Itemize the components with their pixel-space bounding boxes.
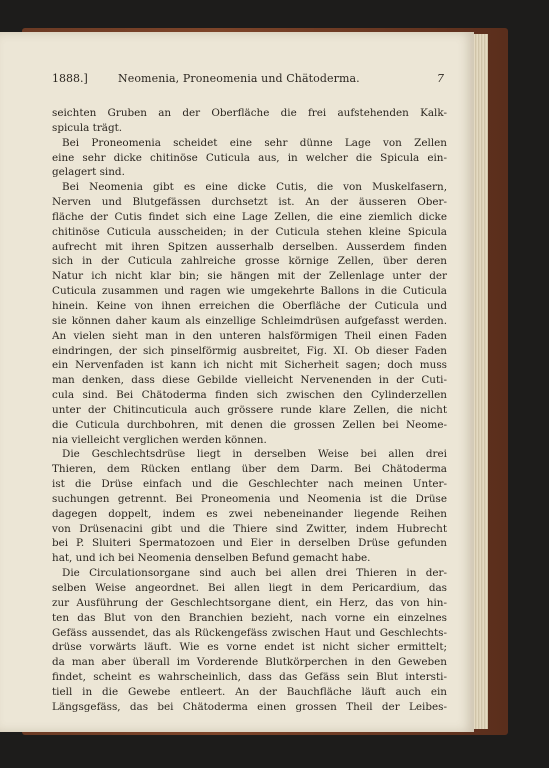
text-line: Nerven und Blutgefässen durchsetzt ist. An der äusseren Ober-: [52, 196, 447, 209]
text-line: nia vielleicht verglichen werden können.: [52, 433, 267, 446]
text-line: Gefäss aussendet, das als Rückengefäss zwischen Haut und Geschlechts-: [52, 626, 447, 639]
text-line: suchungen getrennt. Bei Proneomenia und Neomenia ist die Drüse: [52, 492, 447, 505]
page-number: 7: [437, 72, 444, 85]
text-line: tiell in die Gewebe entleert. An der Bauchfläche läuft auch ein: [52, 685, 447, 698]
text-line: ten das Blut von den Branchien bezieht, nach vorne ein einzelnes: [52, 611, 447, 624]
text-line: die Cuticula durchbohren, mit denen die grossen Zellen bei Neome-: [52, 418, 447, 431]
text-line: Natur ich nicht klar bin; sie hängen mit der Zellenlage unter der: [52, 270, 447, 283]
text-line: da man aber überall im Vorderende Blutkörperchen in den Geweben: [52, 656, 447, 669]
text-line: Längsgefäss, das bei Chätoderma einen grossen Theil der Leibes-: [52, 700, 447, 713]
text-line: seichten Gruben an der Oberfläche die frei aufstehenden Kalk-: [52, 107, 447, 119]
text-line: ist die Drüse einfach und die Geschlechter nach meinen Unter-: [52, 478, 447, 491]
text-line: cula sind. Bei Chätoderma finden sich zwischen den Cylinderzellen: [52, 389, 447, 402]
text-line: sich in der Cuticula zahlreiche grosse körnige Zellen, über deren: [52, 255, 447, 268]
text-line: Die Circulationsorgane sind auch bei allen drei Thieren in der-: [62, 567, 447, 580]
text-line: aufrecht mit ihren Spitzen ausserhalb derselben. Ausserdem finden: [52, 240, 447, 253]
text-line: selben Weise angeordnet. Bei allen liegt in dem Pericardium, das: [52, 582, 447, 594]
book-page: [0, 32, 474, 732]
text-line: zur Ausführung der Geschlechtsorgane dient, ein Herz, das von hin-: [52, 596, 447, 609]
text-line: man denken, dass diese Gebilde vielleicht Nervenenden in der Cuti-: [52, 374, 447, 387]
header-title: Neomenia, Proneomenia und Chätoderma.: [118, 72, 360, 85]
text-line: Bei Neomenia gibt es eine dicke Cutis, die von Muskelfasern,: [62, 181, 447, 194]
text-line: ein Nervenfaden ist kann ich nicht mit Sicherheit sagen; doch muss: [52, 359, 447, 372]
text-line: Bei Proneomenia scheidet eine sehr dünne Lage von Zellen: [62, 136, 447, 149]
running-header: [52, 72, 452, 88]
text-line: bei P. Sluiteri Spermatozoen und Eier in derselben Drüse gefunden: [52, 537, 447, 550]
text-line: unter der Chitincuticula auch grössere runde klare Zellen, die nicht: [52, 403, 447, 416]
header-year: 1888.]: [52, 72, 88, 85]
text-line: eine sehr dicke chitinöse Cuticula aus, in welcher die Spicula ein-: [52, 151, 447, 164]
text-line: gelagert sind.: [52, 166, 125, 179]
body-text: [52, 106, 447, 715]
text-line: findet, scheint es wahrscheinlich, dass das Gefäss sein Blut intersti-: [52, 671, 447, 684]
text-line: hat, und ich bei Neomenia denselben Befund gemacht habe.: [52, 552, 371, 565]
text-line: spicula trägt.: [52, 121, 123, 134]
text-line: fläche der Cutis findet sich eine Lage Zellen, die eine ziemlich dicke: [52, 210, 447, 223]
text-line: dagegen doppelt, indem es zwei nebeneinander liegende Reihen: [52, 507, 447, 520]
text-line: drüse vorwärts läuft. Wie es vorne endet ist nicht sicher ermittelt;: [52, 641, 447, 654]
text-line: von Drüsenacini gibt und die Thiere sind Zwitter, indem Hubrecht: [52, 522, 447, 535]
text-line: sie können daher kaum als einzellige Schleimdrüsen aufgefasst werden.: [52, 314, 447, 327]
text-line: eindringen, der sich pinselförmig ausbreitet, Fig. XI. Ob dieser Faden: [52, 344, 447, 357]
text-line: Thieren, dem Rücken entlang über dem Darm. Bei Chätoderma: [52, 463, 447, 476]
text-line: hinein. Keine von ihnen erreichen die Oberfläche der Cuticula und: [52, 299, 447, 312]
text-line: An vielen sieht man in den unteren halsförmigen Theil einen Faden: [52, 329, 447, 342]
text-line: Die Geschlechtsdrüse liegt in derselben Weise bei allen drei: [62, 448, 447, 461]
text-line: Cuticula zusammen und ragen wie umgekehrte Ballons in die Cuticula: [52, 285, 447, 298]
text-line: chitinöse Cuticula ausscheiden; in der Cuticula stehen kleine Spicula: [52, 225, 447, 238]
